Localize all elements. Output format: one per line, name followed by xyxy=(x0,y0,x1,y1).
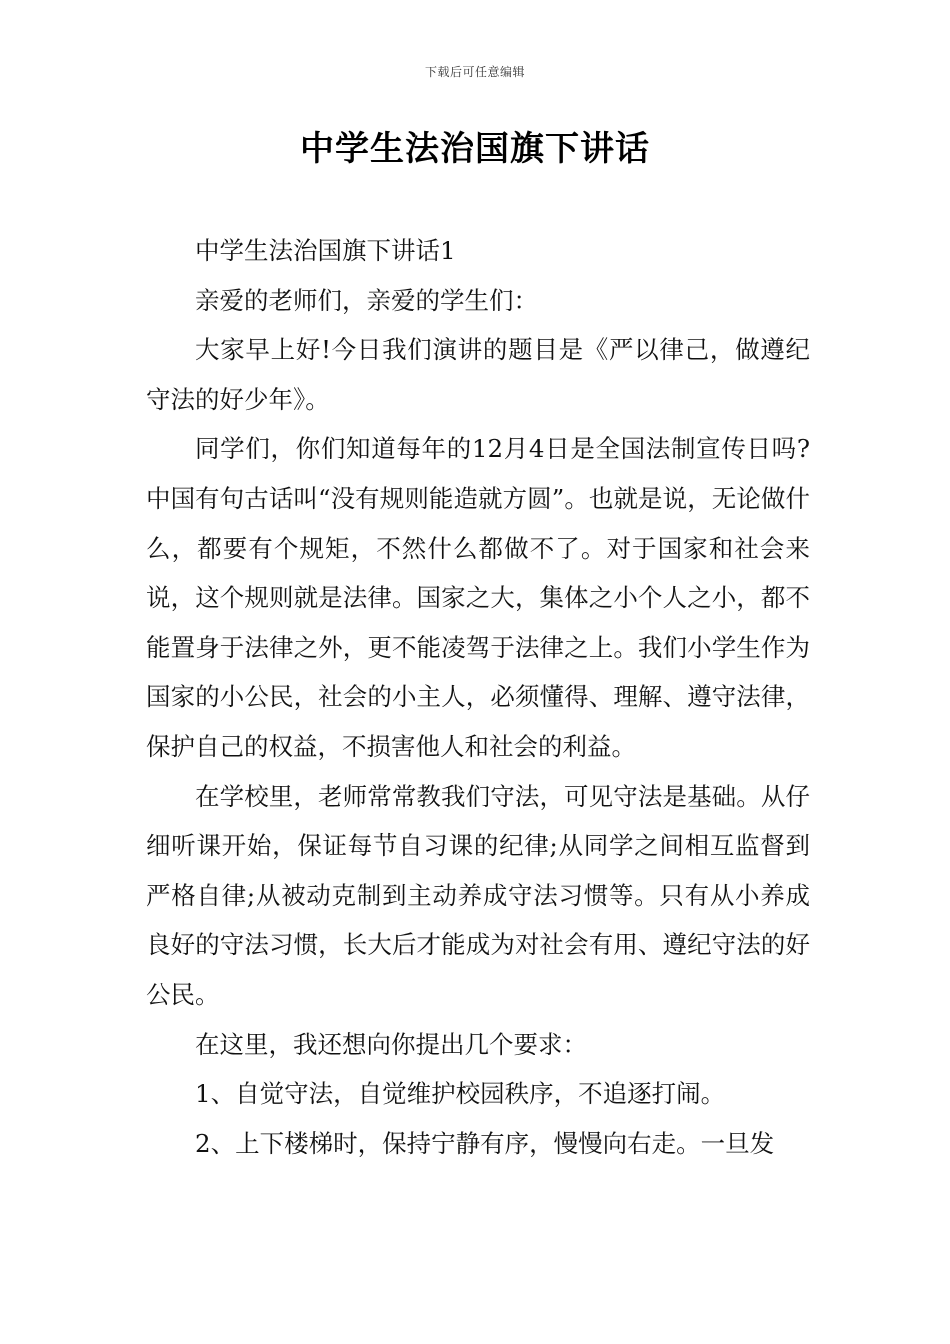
paragraph-requirements-intro: 在这里，我还想向你提出几个要求： xyxy=(195,1029,587,1059)
paragraph-law-day: 同学们，你们知道每年的12月4日是全国法制宣传日吗?中国有句古话叫“没有规则能造就方圆”。也就是说，无论做什么，都要有个规矩，不然什么都做不了。对于国家和社会来说，这个规则就是法律。国家之大，集体之小个人之小，都不能置身于法律之外，更不能凌驾于法律之上。我们小学生作为国家的小公民，社会的小主人，必须懂得、理解、遵守法律，保护自己的权益，不损害他人和社会的利益。 xyxy=(146,434,810,761)
paragraph-school: 在学校里，老师常常教我们守法，可见守法是基础。从仔细听课开始，保证每节自习课的纪律;从同学之间相互监督到严格自律;从被动克制到主动养成守法习惯等。只有从小养成良好的守法习惯，长大后才能成为对社会有用、遵纪守法的好公民。 xyxy=(146,781,810,1009)
paragraph-requirement-2: 2、上下楼梯时，保持宁静有序，慢慢向右走。一旦发 xyxy=(195,1128,775,1158)
paragraph-heading: 中学生法治国旗下讲话1 xyxy=(195,236,456,265)
paragraph-opening: 大家早上好!今日我们演讲的题目是《严以律己，做遵纪守法的好少年》。 xyxy=(146,335,810,414)
paragraph-greeting: 亲爱的老师们，亲爱的学生们： xyxy=(195,285,538,315)
paragraph-requirement-1: 1、自觉守法，自觉维护校园秩序，不追逐打闹。 xyxy=(195,1079,726,1109)
document-title: 中学生法治国旗下讲话 xyxy=(300,129,650,169)
header-note: 下载后可任意编辑 xyxy=(424,65,525,79)
document-body xyxy=(146,226,810,1168)
